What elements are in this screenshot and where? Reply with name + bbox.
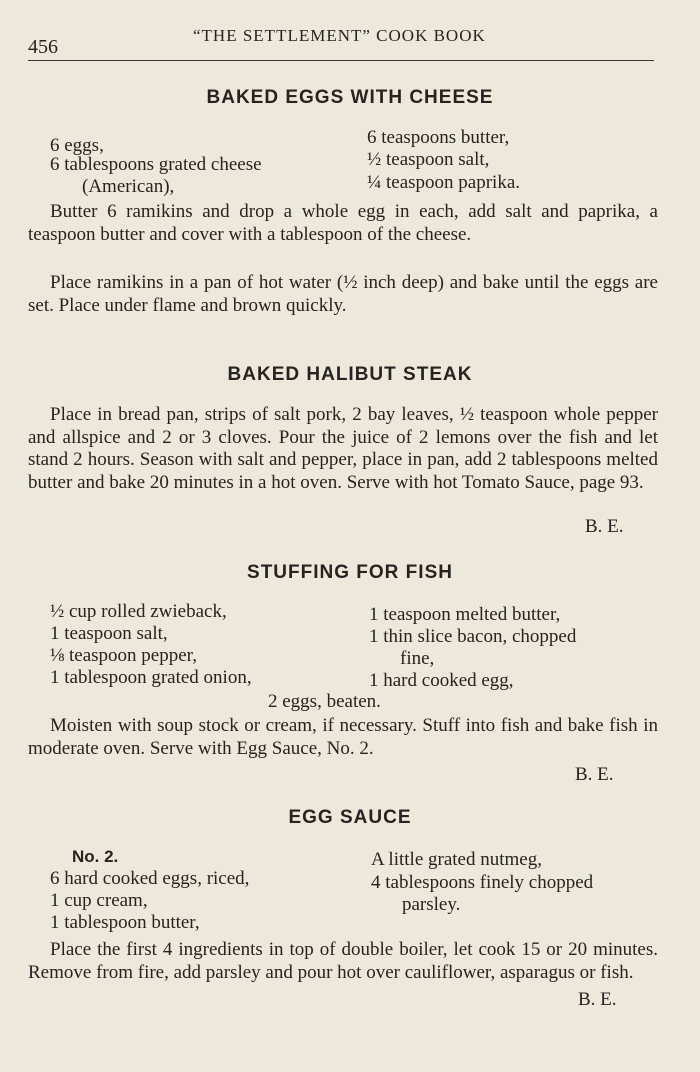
page-number: 456 [28,36,58,58]
ingredient: 1 cup cream, [50,890,148,911]
ingredient: 1 tablespoon butter, [50,912,200,933]
author-signature: B. E. [578,989,617,1010]
recipe-title-halibut: BAKED HALIBUT STEAK [227,364,473,385]
ingredient: 1 teaspoon salt, [50,623,168,644]
recipe-title-stuffing: STUFFING FOR FISH [247,562,453,583]
ingredient: 6 hard cooked eggs, riced, [50,868,250,889]
ingredient: fine, [400,648,435,669]
recipe-subtitle: No. 2. [72,847,119,866]
instruction-paragraph: Butter 6 ramikins and drop a whole egg in each, add salt and paprika, a teaspoon butter and cover with a tablespoon of the cheese. [28,201,658,245]
ingredient: 6 tablespoons grated cheese [50,154,262,175]
author-signature: B. E. [585,516,624,537]
ingredient: 6 teaspoons butter, [367,127,510,148]
ingredient: 4 tablespoons finely chopped [371,872,594,893]
ingredient: (American), [82,176,175,197]
instruction-paragraph: Place the first 4 ingredients in top of double boiler, let cook 15 or 20 minutes. Remove from fire, add parsley and pour hot over cauliflower, asparagus or fish. [28,939,658,983]
instruction-paragraph: Place ramikins in a pan of hot water (½ inch deep) and bake until the eggs are set. Place under flame and brown quickly. [28,272,658,316]
recipe-title-baked-eggs: BAKED EGGS WITH CHEESE [206,87,494,108]
ingredient: 1 tablespoon grated onion, [50,667,252,688]
author-signature: B. E. [575,764,614,785]
ingredient: ¼ teaspoon paprika. [367,172,521,193]
ingredient: ⅛ teaspoon pepper, [50,645,197,666]
ingredient: 6 eggs, [50,135,104,156]
header-rule [28,60,654,61]
recipe-title-egg-sauce: EGG SAUCE [288,807,412,828]
ingredient: parsley. [402,894,461,915]
ingredient: ½ cup rolled zwieback, [50,601,227,622]
ingredient: ½ teaspoon salt, [367,149,490,170]
ingredient: 1 thin slice bacon, chopped [369,626,577,647]
instruction-paragraph: Place in bread pan, strips of salt pork, 2 bay leaves, ½ teaspoon whole pepper and allspice and 2 or 3 cloves. Pour the juice of 2 lemons over the fish and let stand 2 hours. Season with salt and pepper, place in pan, add 2 tablespoons melted butter and bake 20 minutes in a hot oven. Serve with hot Tomato Sauce, page 93. [28,404,658,493]
running-title: “THE SETTLEMENT” COOK BOOK [193,26,486,45]
ingredient: 2 eggs, beaten. [268,691,381,712]
ingredient: 1 hard cooked egg, [369,670,514,691]
page-header [28,22,654,70]
instruction-paragraph: Moisten with soup stock or cream, if necessary. Stuff into fish and bake fish in moderate oven. Serve with Egg Sauce, No. 2. [28,715,658,759]
ingredient: 1 teaspoon melted butter, [369,604,561,625]
ingredient: A little grated nutmeg, [371,849,542,870]
